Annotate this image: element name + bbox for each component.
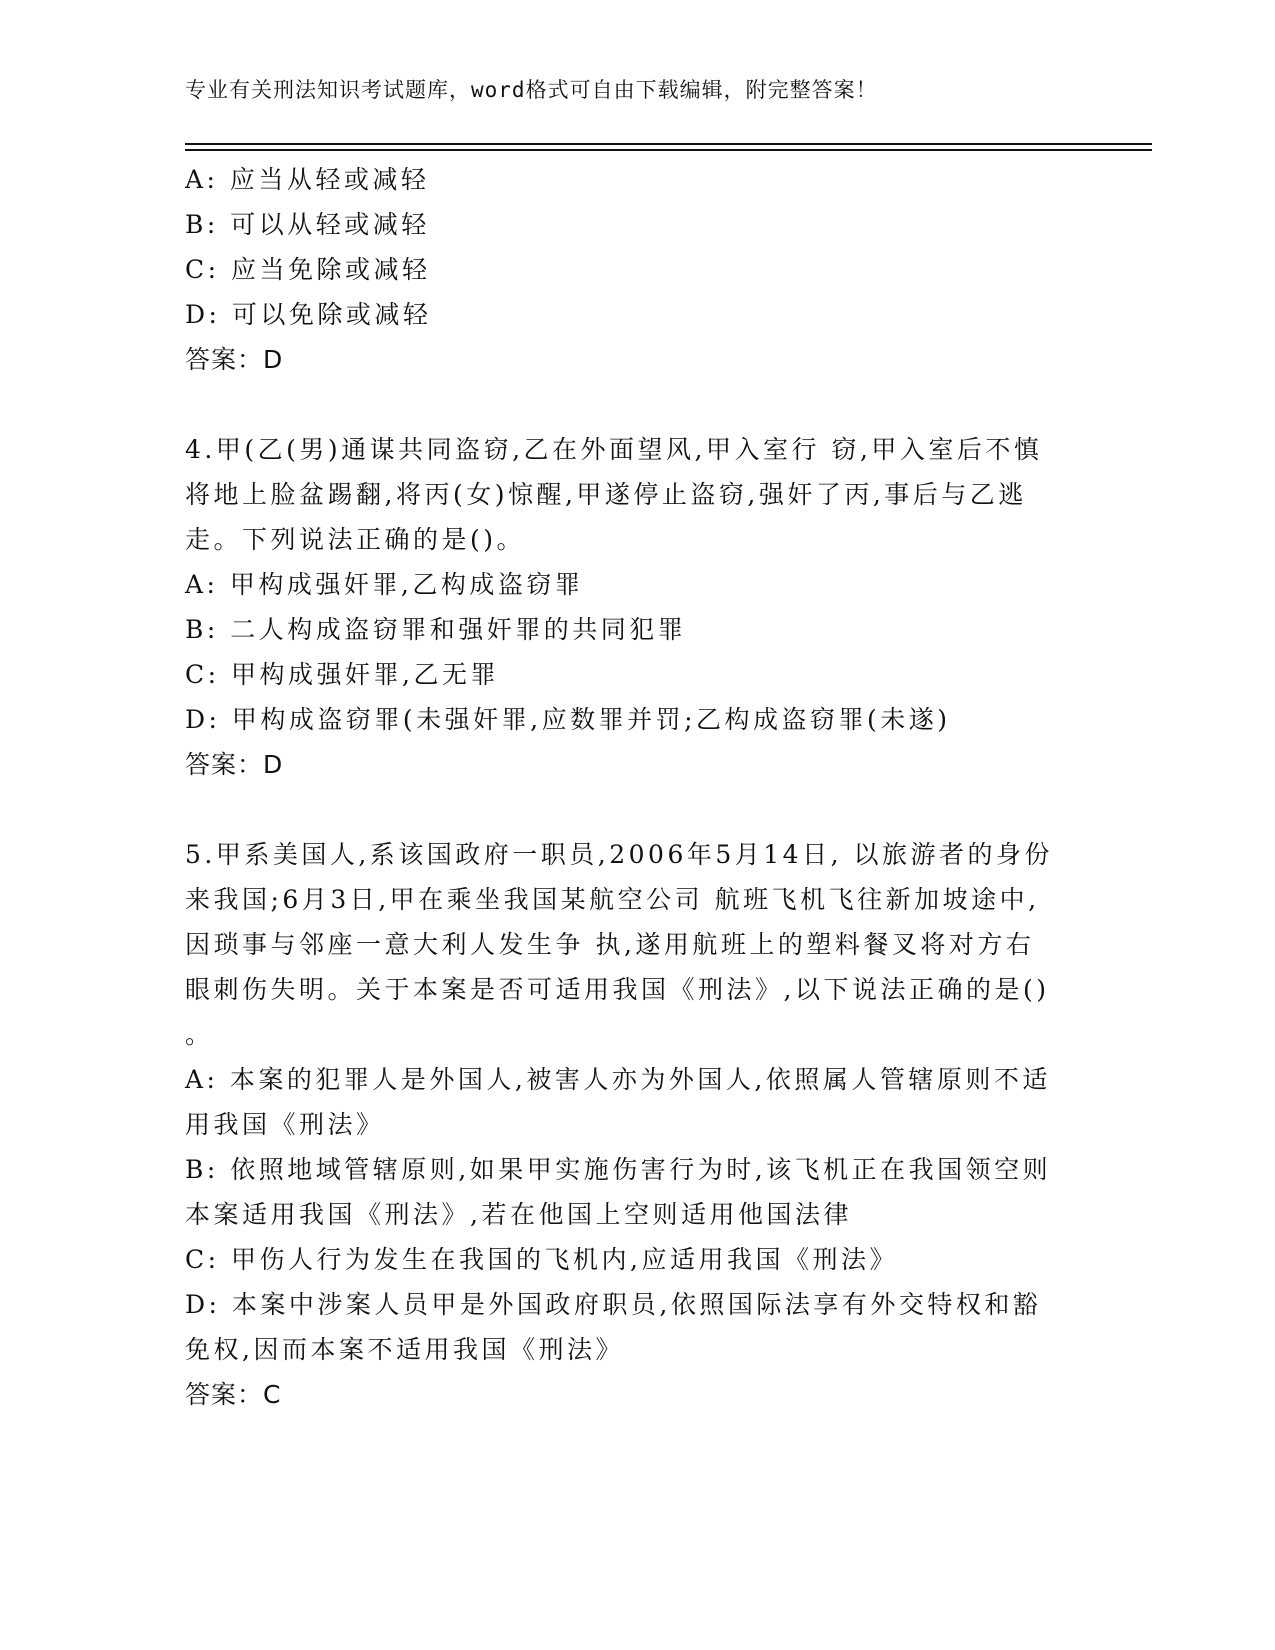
page-header: 专业有关刑法知识考试题库，word格式可自由下载编辑，附完整答案！ [185, 78, 878, 102]
option-c: C: 应当免除或减轻 [185, 255, 431, 284]
question-stem-line: 将地上脸盆踢翻,将丙(女)惊醒,甲遂停止盗窃,强奸了丙,事后与乙逃 [185, 480, 1027, 509]
option-b: B: 二人构成盗窃罪和强奸罪的共同犯罪 [185, 615, 687, 644]
question-stem-line: 4.甲(乙(男)通谋共同盗窃,乙在外面望风,甲入室行 窃,甲入室后不慎 [185, 435, 1043, 464]
question-4 [185, 427, 1085, 787]
answer: 答案：D [185, 750, 284, 779]
option-a: A: 本案的犯罪人是外国人,被害人亦为外国人,依照属人管辖原则不适 [185, 1065, 1051, 1094]
question-3 [185, 157, 1085, 382]
option-d: D: 本案中涉案人员甲是外国政府职员,依照国际法享有外交特权和豁 [185, 1290, 1042, 1319]
option-c: C: 甲构成强奸罪,乙无罪 [185, 660, 499, 689]
question-stem-line: 。 [185, 1020, 214, 1049]
answer: 答案：C [185, 1380, 282, 1409]
answer: 答案：D [185, 345, 284, 374]
option-a: A: 应当从轻或减轻 [185, 165, 430, 194]
spacer [185, 787, 1085, 832]
question-stem-line: 来我国;6月3日,甲在乘坐我国某航空公司 航班飞机飞往新加坡途中, [185, 885, 1040, 914]
question-list [185, 157, 1085, 1417]
option-b: B: 可以从轻或减轻 [185, 210, 430, 239]
option-d: D: 甲构成盗窃罪(未强奸罪,应数罪并罚;乙构成盗窃罪(未遂) [185, 705, 951, 734]
option-a-continued: 用我国《刑法》 [185, 1110, 385, 1139]
option-d-continued: 免权,因而本案不适用我国《刑法》 [185, 1335, 624, 1364]
question-5 [185, 832, 1085, 1417]
question-stem-line: 眼刺伤失明。关于本案是否可适用我国《刑法》,以下说法正确的是() [185, 975, 1050, 1004]
question-stem-line: 走。下列说法正确的是()。 [185, 525, 526, 554]
option-a: A: 甲构成强奸罪,乙构成盗窃罪 [185, 570, 584, 599]
option-b-continued: 本案适用我国《刑法》,若在他国上空则适用他国法律 [185, 1200, 852, 1229]
question-stem-line: 因琐事与邻座一意大利人发生争 执,遂用航班上的塑料餐叉将对方右 [185, 930, 1035, 959]
option-c: C: 甲伤人行为发生在我国的飞机内,应适用我国《刑法》 [185, 1245, 898, 1274]
option-d: D: 可以免除或减轻 [185, 300, 432, 329]
option-b: B: 依照地域管辖原则,如果甲实施伤害行为时,该飞机正在我国领空则 [185, 1155, 1052, 1184]
header-rule-top [185, 143, 1152, 145]
header-rule-bottom [185, 149, 1152, 151]
question-stem-line: 5.甲系美国人,系该国政府一职员,2006年5月14日, 以旅游者的身份 [185, 840, 1053, 869]
spacer [185, 382, 1085, 427]
